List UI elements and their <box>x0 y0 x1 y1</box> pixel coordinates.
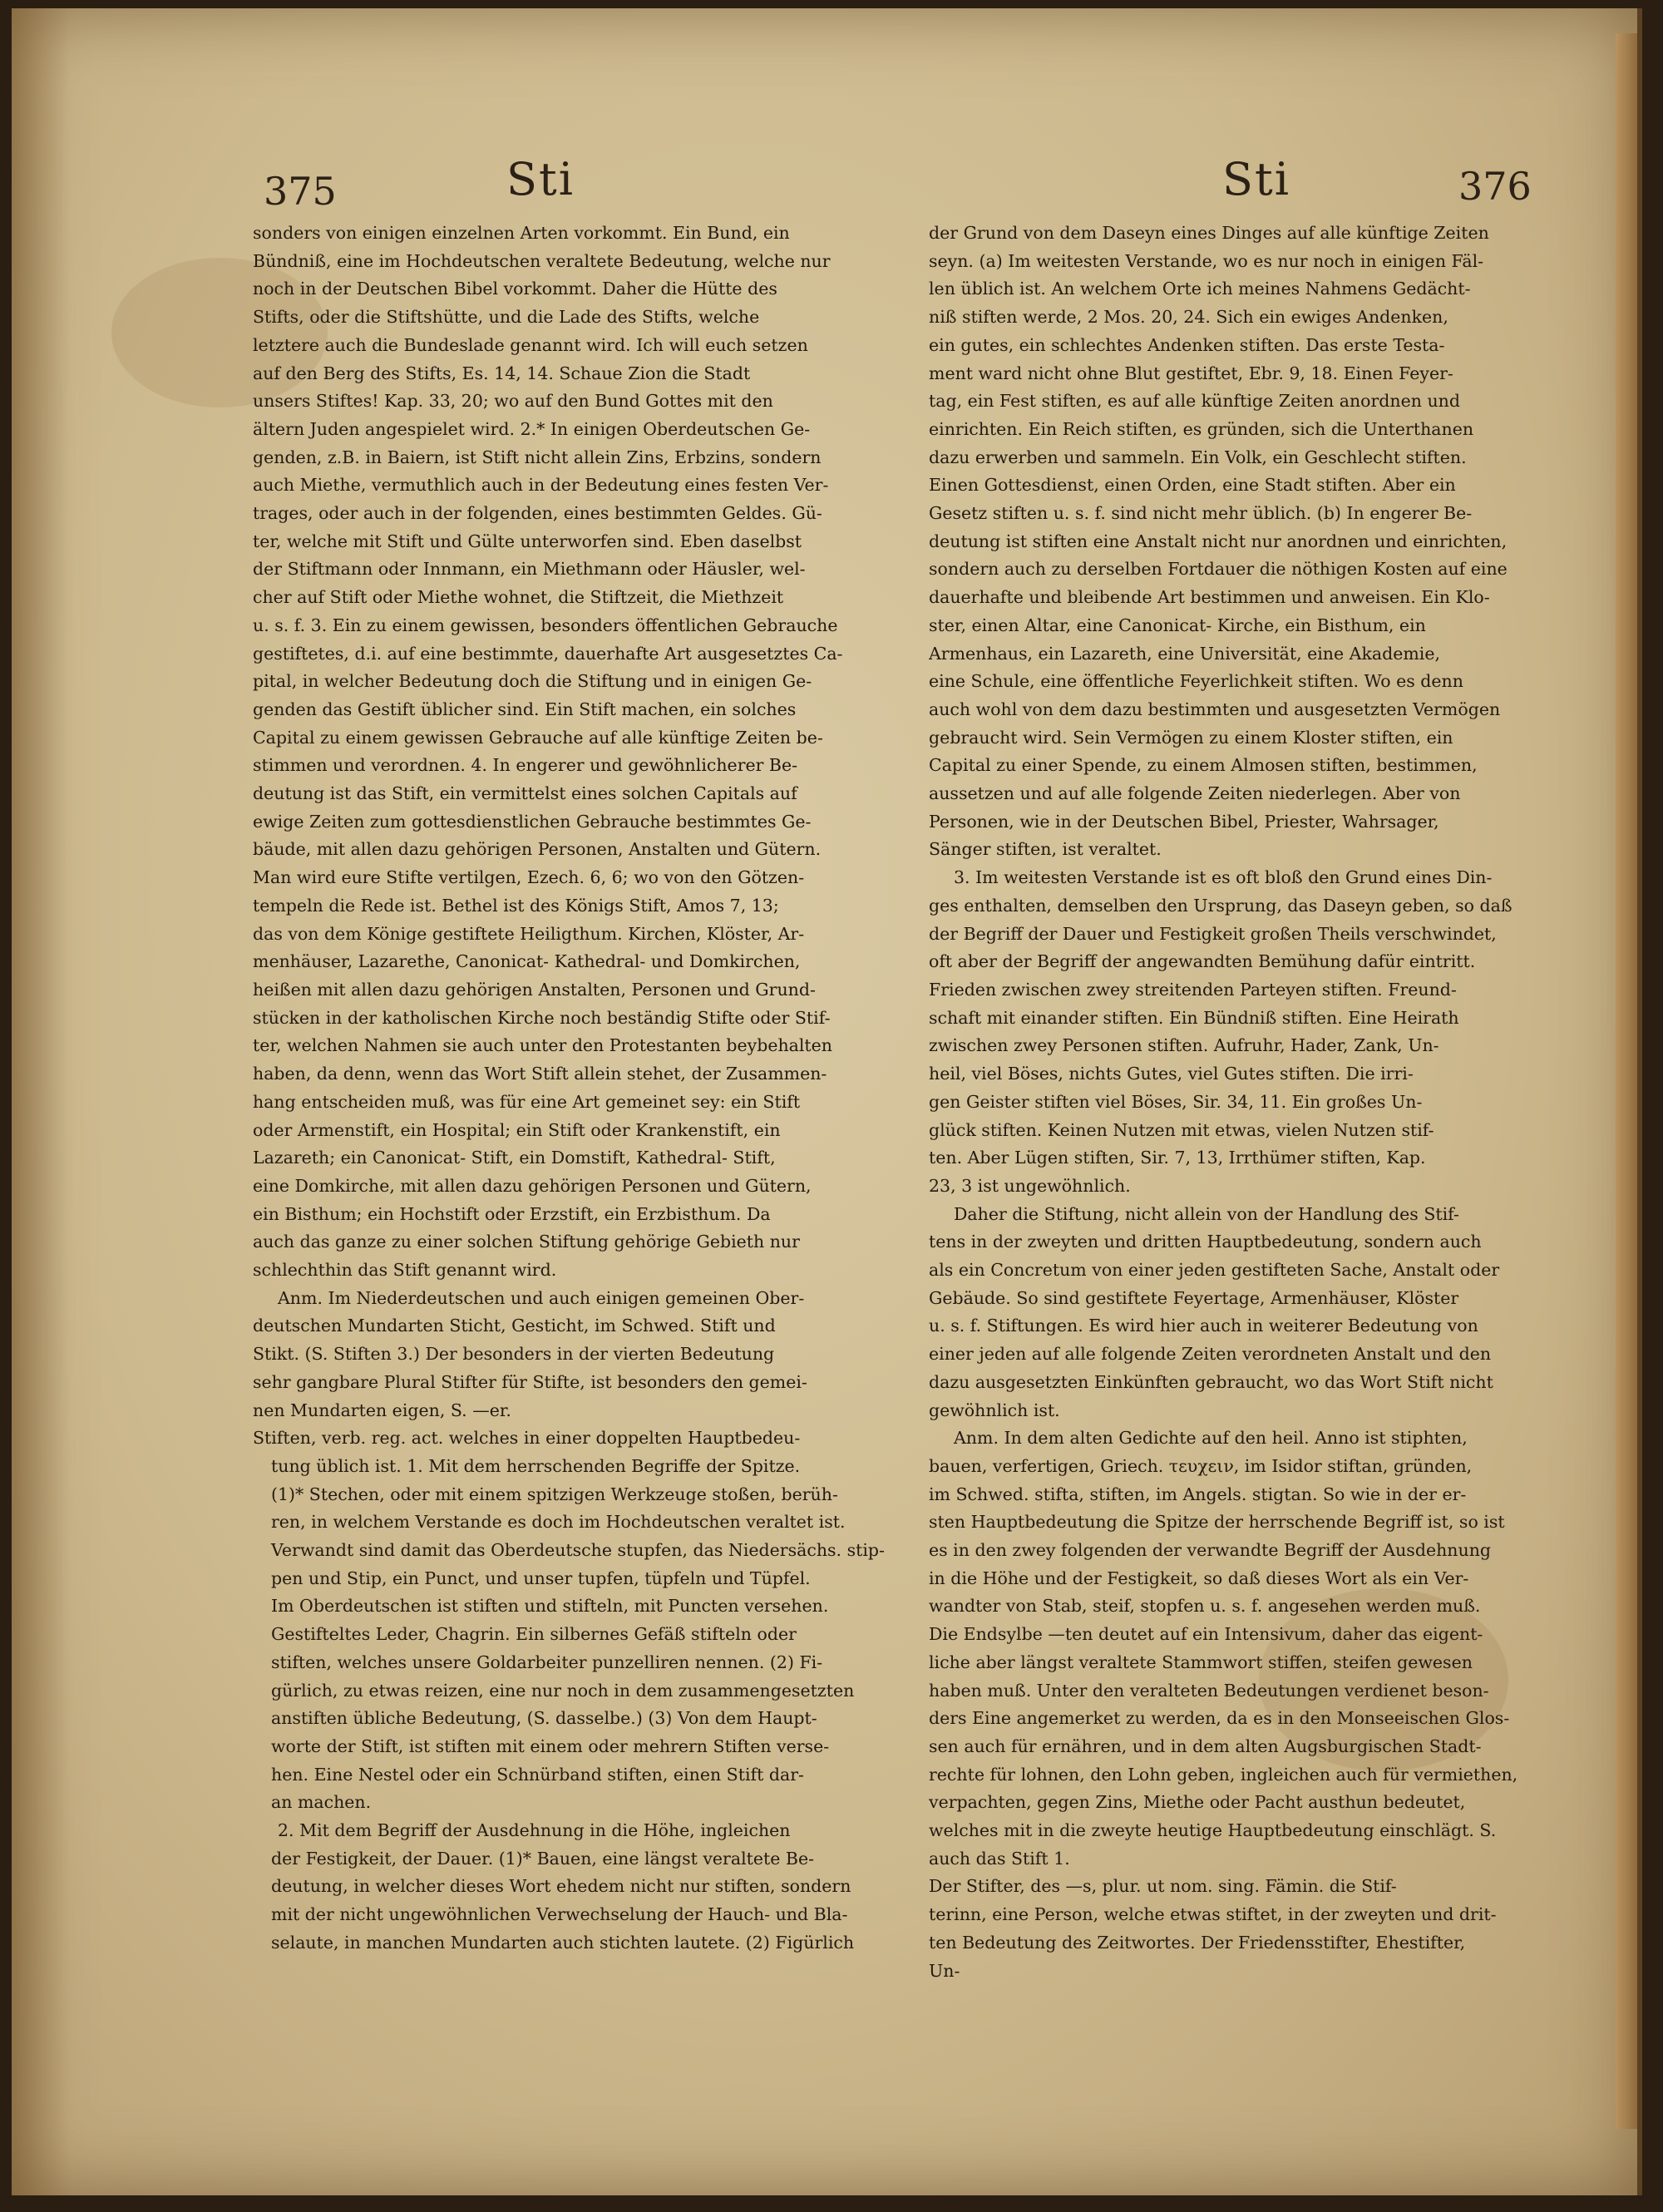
text-line: 23, 3 ist ungewöhnlich. <box>929 1175 1131 1196</box>
text-line: haben, da denn, wenn das Wort Stift allein stehet, der Zusammen- <box>253 1064 827 1084</box>
text-line: dauerhafte und bleibende Art bestimmen und anweisen. Ein Klo- <box>929 587 1490 608</box>
text-line: seyn. (a) Im weitesten Verstande, wo es nur noch in einigen Fäl- <box>929 250 1484 271</box>
text-line: ewige Zeiten zum gottesdienstlichen Gebrauche bestimmtes Ge- <box>253 811 812 832</box>
text-line: sen auch für ernähren, und in dem alten Augsburgischen Stadt- <box>929 1736 1482 1756</box>
text-line: ster, einen Altar, eine Canonicat- Kirche, ein Bisthum, ein <box>929 615 1426 635</box>
text-line: Einen Gottesdienst, einen Orden, eine Stadt stiften. Aber ein <box>929 475 1456 496</box>
text-line: zwischen zwey Personen stiften. Aufruhr, Hader, Zank, Un- <box>929 1035 1439 1056</box>
text-line: ältern Juden angespielet wird. 2.* In einigen Oberdeutschen Ge- <box>253 418 811 439</box>
text-line: haben muß. Unter den veralteten Bedeutungen verdienet beson- <box>929 1680 1489 1701</box>
text-line: heil, viel Böses, nichts Gutes, viel Gutes stiften. Die irri- <box>929 1064 1414 1084</box>
text-line: gestiftetes, d.i. auf eine bestimmte, dauerhafte Art ausgesetztes Ca- <box>253 643 843 664</box>
text-line: Daher die Stiftung, nicht allein von der Handlung des Stif- <box>954 1203 1459 1224</box>
text-line: als ein Concretum von einer jeden gestifteten Sache, Anstalt oder <box>929 1260 1500 1281</box>
text-line: einrichten. Ein Reich stiften, es gründen, sich die Unterthanen <box>929 418 1474 439</box>
page-header <box>12 150 1637 216</box>
text-line: Die Endsylbe —ten deutet auf ein Intensivum, daher das eigent- <box>929 1624 1483 1645</box>
text-line: welches mit in die zweyte heutige Hauptbedeutung einschlägt. S. <box>929 1820 1497 1841</box>
text-line: Sänger stiften, ist veraltet. <box>929 839 1162 860</box>
text-line: 3. Im weitesten Verstande ist es oft bloß den Grund eines Din- <box>954 867 1493 888</box>
text-line: mit der nicht ungewöhnlichen Verwechselung der Hauch- und Bla- <box>271 1904 848 1925</box>
text-line: heißen mit allen dazu gehörigen Anstalten, Personen und Grund- <box>253 979 816 1000</box>
text-line: 2. Mit dem Begriff der Ausdehnung in die Höhe, ingleichen <box>278 1820 791 1841</box>
text-line: tung üblich ist. 1. Mit dem herrschenden Begriffe der Spitze. <box>271 1455 801 1476</box>
text-line: genden, z.B. in Baiern, ist Stift nicht allein Zins, Erbzins, sondern <box>253 447 822 467</box>
book-page <box>12 8 1642 2195</box>
page-number-right: 376 <box>1458 164 1532 209</box>
text-line: noch in der Deutschen Bibel vorkommt. Daher die Hütte des <box>253 279 777 299</box>
text-line: im Schwed. stifta, stiften, im Angels. stigtan. So wie in der er- <box>929 1484 1467 1504</box>
text-line: terinn, eine Person, welche etwas stiftet, in der zweyten und drit- <box>929 1904 1497 1925</box>
text-line: gewöhnlich ist. <box>929 1400 1060 1420</box>
text-line: trages, oder auch in der folgenden, eines bestimmten Geldes. Gü- <box>253 503 822 524</box>
text-line: tempeln die Rede ist. Bethel ist des Königs Stift, Amos 7, 13; <box>253 895 779 916</box>
text-line: hen. Eine Nestel oder ein Schnürband stiften, einen Stift dar- <box>271 1764 804 1785</box>
text-line: ten. Aber Lügen stiften, Sir. 7, 13, Irrthümer stiften, Kap. <box>929 1148 1426 1168</box>
text-line: sondern auch zu derselben Fortdauer die nöthigen Kosten auf eine <box>929 559 1508 580</box>
text-line: ders Eine angemerket zu werden, da es in den Monseeischen Glos- <box>929 1708 1510 1729</box>
text-line: stücken in der katholischen Kirche noch beständig Stifte oder Stif- <box>253 1007 831 1028</box>
text-line: ten Bedeutung des Zeitwortes. Der Friedensstifter, Ehestifter, <box>929 1932 1466 1953</box>
text-line: Stifts, oder die Stiftshütte, und die Lade des Stifts, welche <box>253 307 760 328</box>
text-line: das von dem Könige gestiftete Heiligthum. Kirchen, Klöster, Ar- <box>253 923 805 944</box>
text-line: rechte für lohnen, den Lohn geben, ingleichen auch für vermiethen, <box>929 1764 1518 1785</box>
text-line: aussetzen und auf alle folgende Zeiten niederlegen. Aber von <box>929 783 1461 804</box>
page-number-left: 375 <box>264 169 337 214</box>
text-line: pen und Stip, ein Punct, und unser tupfen, tüpfeln und Tüpfel. <box>271 1568 811 1588</box>
text-line: Anm. In dem alten Gedichte auf den heil. Anno ist stiphten, <box>954 1428 1468 1449</box>
text-line: einer jeden auf alle folgende Zeiten verordneten Anstalt und den <box>929 1344 1492 1365</box>
text-line: selaute, in manchen Mundarten auch stichten lautete. (2) Figürlich <box>271 1932 855 1953</box>
text-line: hang entscheiden muß, was für eine Art gemeinet sey: ein Stift <box>253 1091 801 1112</box>
text-line: auch das Stift 1. <box>929 1848 1070 1869</box>
text-line: Capital zu einer Spende, zu einem Almosen stiften, bestimmen, <box>929 755 1478 776</box>
text-line: ren, in welchem Verstande es doch im Hochdeutschen veraltet ist. <box>271 1512 846 1533</box>
text-line: Gesetz stiften u. s. f. sind nicht mehr üblich. (b) In engerer Be- <box>929 503 1473 524</box>
text-line: gen Geister stiften viel Böses, Sir. 34, 11. Ein großes Un- <box>929 1091 1423 1112</box>
text-line: verpachten, gegen Zins, Miethe oder Pacht austhun bedeutet, <box>929 1792 1466 1813</box>
text-line: Der Stifter, des —s, plur. ut nom. sing. Fämin. die Stif- <box>929 1876 1397 1897</box>
text-line: der Grund von dem Daseyn eines Dinges auf alle künftige Zeiten <box>929 223 1489 243</box>
text-line: der Stiftmann oder Innmann, ein Miethmann oder Häusler, wel- <box>253 559 806 580</box>
text-line: deutung, in welcher dieses Wort ehedem nicht nur stiften, sondern <box>271 1876 851 1897</box>
text-line: es in den zwey folgenden der verwandte Begriff der Ausdehnung <box>929 1540 1492 1561</box>
text-line: eine Domkirche, mit allen dazu gehörigen Personen und Gütern, <box>253 1175 812 1196</box>
text-line: stiften, welches unsere Goldarbeiter punzelliren nennen. (2) Fi- <box>271 1652 823 1672</box>
text-line: (1)* Stechen, oder mit einem spitzigen Werkzeuge stoßen, berüh- <box>271 1484 838 1504</box>
text-line: menhäuser, Lazarethe, Canonicat- Kathedral- und Domkirchen, <box>253 951 801 972</box>
text-line: Stikt. (S. Stiften 3.) Der besonders in der vierten Bedeutung <box>253 1344 775 1365</box>
left-column <box>253 220 893 2057</box>
text-line: glück stiften. Keinen Nutzen mit etwas, vielen Nutzen stif- <box>929 1119 1434 1140</box>
text-line: Stiften, verb. reg. act. welches in einer doppelten Hauptbedeu- <box>253 1428 801 1449</box>
text-line: pital, in welcher Bedeutung doch die Stiftung und in einigen Ge- <box>253 671 812 692</box>
text-line: der Begriff der Dauer und Festigkeit großen Theils verschwindet, <box>929 923 1497 944</box>
text-line: Personen, wie in der Deutschen Bibel, Priester, Wahrsager, <box>929 811 1439 832</box>
text-line: len üblich ist. An welchem Orte ich meines Nahmens Gedächt- <box>929 279 1471 299</box>
text-line: bäude, mit allen dazu gehörigen Personen, Anstalten und Gütern. <box>253 839 822 860</box>
text-line: Frieden zwischen zwey streitenden Parteyen stiften. Freund- <box>929 979 1457 1000</box>
text-line: Un- <box>929 1960 960 1981</box>
text-line: Gebäude. So sind gestiftete Feyertage, Armenhäuser, Klöster <box>929 1287 1459 1308</box>
text-line: stimmen und verordnen. 4. In engerer und gewöhnlicherer Be- <box>253 755 798 776</box>
text-line: Im Oberdeutschen ist stiften und stifteln, mit Puncten versehen. <box>271 1596 829 1617</box>
text-line: an machen. <box>271 1792 372 1813</box>
text-line: ter, welchen Nahmen sie auch unter den Protestanten beybehalten <box>253 1035 833 1056</box>
text-line: auch wohl von dem dazu bestimmten und ausgesetzten Vermögen <box>929 699 1501 719</box>
text-line: nen Mundarten eigen, S. —er. <box>253 1400 511 1420</box>
text-line: u. s. f. Stiftungen. Es wird hier auch in weiterer Bedeutung von <box>929 1316 1478 1336</box>
text-line: sonders von einigen einzelnen Arten vorkommt. Ein Bund, ein <box>253 223 790 243</box>
text-line: gebraucht wird. Sein Vermögen zu einem Kloster stiften, ein <box>929 727 1453 748</box>
text-line: auf den Berg des Stifts, Es. 14, 14. Schaue Zion die Stadt <box>253 363 751 383</box>
text-line: sehr gangbare Plural Stifter für Stifte, ist besonders den gemei- <box>253 1371 807 1392</box>
text-line: ment ward nicht ohne Blut gestiftet, Ebr. 9, 18. Einen Feyer- <box>929 363 1453 383</box>
text-line: ges enthalten, demselben den Ursprung, das Daseyn geben, so daß <box>929 895 1512 916</box>
text-line: Anm. Im Niederdeutschen und auch einigen gemeinen Ober- <box>278 1287 805 1308</box>
text-line: genden das Gestift üblicher sind. Ein Stift machen, ein solches <box>253 699 797 719</box>
text-line: dazu erwerben und sammeln. Ein Volk, ein Geschlecht stiften. <box>929 447 1467 467</box>
text-line: liche aber längst veraltete Stammwort stiffen, steifen gewesen <box>929 1652 1473 1672</box>
text-line: tens in der zweyten und dritten Hauptbedeutung, sondern auch <box>929 1232 1482 1252</box>
text-line: der Festigkeit, der Dauer. (1)* Bauen, eine längst veraltete Be- <box>271 1848 815 1869</box>
text-line: auch Miethe, vermuthlich auch in der Bedeutung eines festen Ver- <box>253 475 829 496</box>
text-line: gürlich, zu etwas reizen, eine nur noch in dem zusammengesetzten <box>271 1680 855 1701</box>
text-line: Man wird eure Stifte vertilgen, Ezech. 6, 6; wo von den Götzen- <box>253 867 805 888</box>
page-edge <box>1616 33 1637 2129</box>
text-line: Gestifteltes Leder, Chagrin. Ein silbernes Gefäß stifteln oder <box>271 1624 797 1645</box>
text-line: deutschen Mundarten Sticht, Gesticht, im Schwed. Stift und <box>253 1316 776 1336</box>
text-line: Bündniß, eine im Hochdeutschen veraltete Bedeutung, welche nur <box>253 250 831 271</box>
text-line: Armenhaus, ein Lazareth, eine Universität, eine Akademie, <box>929 643 1441 664</box>
text-line: ein Bisthum; ein Hochstift oder Erzstift, ein Erzbisthum. Da <box>253 1203 771 1224</box>
text-line: oder Armenstift, ein Hospital; ein Stift oder Krankenstift, ein <box>253 1119 781 1140</box>
text-line: oft aber der Begriff der angewandten Bemühung dafür eintritt. <box>929 951 1476 972</box>
text-line: eine Schule, eine öffentliche Feyerlichkeit stiften. Wo es denn <box>929 671 1463 692</box>
running-head-left: Sti <box>506 153 575 205</box>
text-line: Capital zu einem gewissen Gebrauche auf alle künftige Zeiten be- <box>253 727 823 748</box>
text-line: schlechthin das Stift genannt wird. <box>253 1260 557 1281</box>
text-line: u. s. f. 3. Ein zu einem gewissen, besonders öffentlichen Gebrauche <box>253 615 838 635</box>
text-line: cher auf Stift oder Miethe wohnet, die Stiftzeit, die Miethzeit <box>253 587 784 608</box>
text-line: letztere auch die Bundeslade genannt wird. Ich will euch setzen <box>253 334 808 355</box>
running-head-right: Sti <box>1222 153 1290 205</box>
text-line: auch das ganze zu einer solchen Stiftung gehörige Gebieth nur <box>253 1232 800 1252</box>
text-line: sten Hauptbedeutung die Spitze der herrschende Begriff ist, so ist <box>929 1512 1505 1533</box>
text-line: deutung ist das Stift, ein vermittelst eines solchen Capitals auf <box>253 783 797 804</box>
text-line: bauen, verfertigen, Griech. τευχειν, im Isidor stiftan, gründen, <box>929 1455 1473 1476</box>
text-line: dazu ausgesetzten Einkünften gebraucht, wo das Wort Stift nicht <box>929 1371 1493 1392</box>
right-column <box>929 220 1569 2057</box>
text-line: ter, welche mit Stift und Gülte unterworfen sind. Eben daselbst <box>253 531 802 551</box>
text-line: Verwandt sind damit das Oberdeutsche stupfen, das Niedersächs. stip- <box>271 1540 885 1561</box>
text-line: wandter von Stab, steif, stopfen u. s. f. angesehen werden muß. <box>929 1596 1481 1617</box>
text-line: tag, ein Fest stiften, es auf alle künftige Zeiten anordnen und <box>929 391 1460 412</box>
text-line: niß stiften werde, 2 Mos. 20, 24. Sich ein ewiges Andenken, <box>929 307 1448 328</box>
text-line: schaft mit einander stiften. Ein Bündniß stiften. Eine Heirath <box>929 1007 1459 1028</box>
text-line: Lazareth; ein Canonicat- Stift, ein Domstift, Kathedral- Stift, <box>253 1148 776 1168</box>
text-line: worte der Stift, ist stiften mit einem oder mehrern Stiften verse- <box>271 1736 830 1756</box>
text-line: unsers Stiftes! Kap. 33, 20; wo auf den Bund Gottes mit den <box>253 391 773 412</box>
text-line: ein gutes, ein schlechtes Andenken stiften. Das erste Testa- <box>929 334 1445 355</box>
text-line: deutung ist stiften eine Anstalt nicht nur anordnen und einrichten, <box>929 531 1508 551</box>
text-line: anstiften übliche Bedeutung, (S. dasselbe.) (3) Von dem Haupt- <box>271 1708 817 1729</box>
text-line: in die Höhe und der Festigkeit, so daß dieses Wort als ein Ver- <box>929 1568 1469 1588</box>
